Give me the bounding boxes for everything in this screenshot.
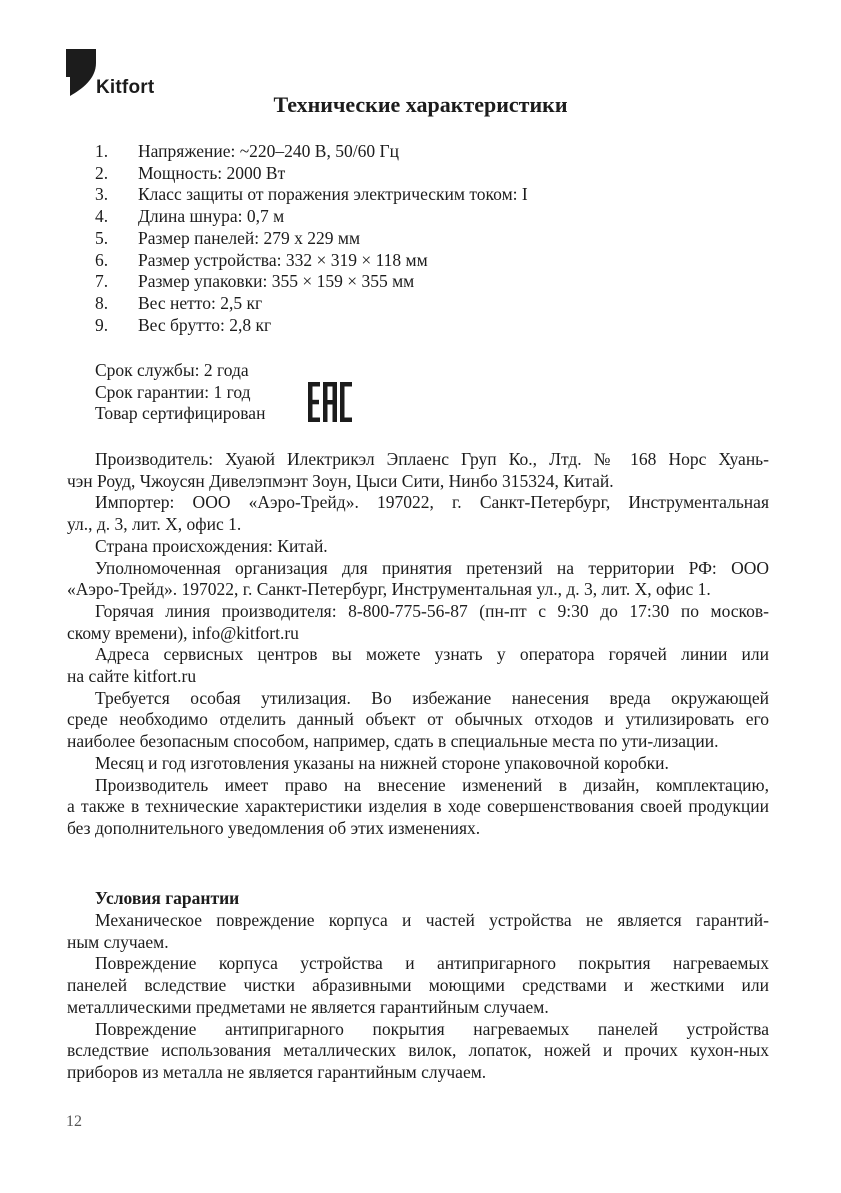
info-paragraph-first-line: Производитель имеет право на внесение изменений в дизайн, комплектацию, xyxy=(95,774,769,795)
warranty-paragraph-first-line: Повреждение корпуса устройства и антипригарного покрытия нагреваемых xyxy=(95,953,769,974)
spec-number: 3. xyxy=(95,184,109,205)
spec-item xyxy=(95,250,528,272)
spec-text: Класс защиты от поражения электрическим током: I xyxy=(138,184,528,205)
info-paragraph-first-line: Адреса сервисных центров вы можете узнать у оператора горячей линии или xyxy=(95,644,769,665)
spec-text: Вес нетто: 2,5 кг xyxy=(138,292,263,313)
info-paragraph-first-line: Производитель: Хуаюй Илектрикэл Эплаенс Груп Ко., Лтд. № 168 Норс Хуань- xyxy=(95,449,769,469)
warranty-paragraphs xyxy=(67,910,769,1084)
info-paragraph xyxy=(67,687,769,753)
warranty-paragraph-continuation: панелей вследствие чистки абразивными моющими средствами и жесткими или металлическими предметами не является гарантийным случаем. xyxy=(67,975,769,1017)
info-paragraph-first-line: Импортер: ООО «Аэро-Трейд». 197022, г. Санкт-Петербург, Инструментальная xyxy=(95,492,769,513)
spec-number: 7. xyxy=(95,271,109,292)
spec-text: Длина шнура: 0,7 м xyxy=(138,206,285,227)
info-paragraph-continuation: среде необходимо отделить данный объект от обычных отходов и утилизировать его наиболее безопасным способом, например, сдать в специальные места по ути-лизации. xyxy=(67,709,769,752)
info-paragraph xyxy=(95,536,769,558)
info-paragraph-first-line: Уполномоченная организация для принятия претензий на территории РФ: ООО xyxy=(95,557,769,578)
brand-name: Kitfort xyxy=(96,77,155,98)
kitfort-logo-icon xyxy=(66,49,96,97)
info-paragraph-continuation: ул., д. 3, лит. Х, офис 1. xyxy=(67,514,242,535)
spec-item xyxy=(95,228,528,250)
warranty-paragraph-first-line: Повреждение антипригарного покрытия нагреваемых панелей устройства xyxy=(95,1018,769,1039)
spec-text: Напряжение: ~220–240 В, 50/60 Гц xyxy=(138,141,399,161)
service-life: Срок службы: 2 года xyxy=(95,360,249,380)
warranty-period: Срок гарантии: 1 год xyxy=(95,381,251,402)
spec-text: Мощность: 2000 Вт xyxy=(138,162,286,183)
warranty-paragraph-continuation: ным случаем. xyxy=(67,931,169,952)
info-paragraph xyxy=(67,600,769,644)
service-info xyxy=(95,360,265,425)
info-paragraph-continuation: на сайте kitfort.ru xyxy=(67,666,197,687)
info-paragraph-continuation: скому времени), info@kitfort.ru xyxy=(67,622,299,643)
info-paragraph xyxy=(67,774,769,840)
info-paragraph-continuation: «Аэро-Трейд». 197022, г. Санкт-Петербург, Инструментальная ул., д. 3, лит. Х, офис 1. xyxy=(67,579,711,600)
spec-text: Размер панелей: 279 х 229 мм xyxy=(138,227,361,248)
page-number: 12 xyxy=(66,1113,82,1130)
info-paragraph-first-line: Требуется особая утилизация. Во избежание нанесения вреда окружающей xyxy=(95,687,769,708)
spec-text: Размер устройства: 332 × 319 × 118 мм xyxy=(138,249,428,270)
spec-item xyxy=(95,206,528,228)
warranty-title: Условия гарантии xyxy=(95,888,240,908)
eac-mark-icon xyxy=(308,382,352,427)
spec-text: Размер упаковки: 355 × 159 × 355 мм xyxy=(138,271,415,292)
info-paragraph-first-line: Горячая линия производителя: 8-800-775-56-87 (пн-пт с 9:30 до 17:30 по москов- xyxy=(95,600,769,621)
info-paragraph xyxy=(67,492,769,535)
info-paragraph xyxy=(67,449,769,492)
warranty-paragraph-first-line: Механическое повреждение корпуса и частей устройства не является гарантий- xyxy=(95,910,769,930)
spec-list xyxy=(95,141,528,336)
warranty-paragraph xyxy=(67,1018,769,1084)
info-paragraph-continuation: чэн Роуд, Чжоусян Дивелэпмэнт Зоун, Цыси Сити, Нинбо 315324, Китай. xyxy=(67,470,614,491)
info-paragraph xyxy=(67,557,769,601)
spec-number: 2. xyxy=(95,162,109,183)
spec-number: 4. xyxy=(95,206,109,227)
spec-number: 6. xyxy=(95,249,109,270)
spec-number: 9. xyxy=(95,314,109,335)
spec-item xyxy=(95,315,528,337)
spec-item xyxy=(95,293,528,315)
info-paragraph-first-line: Месяц и год изготовления указаны на нижней стороне упаковочной коробки. xyxy=(95,752,669,773)
spec-item xyxy=(95,141,528,163)
spec-number: 5. xyxy=(95,227,109,248)
info-paragraph xyxy=(67,644,769,687)
info-paragraph xyxy=(95,753,769,775)
page-title: Технические характеристики xyxy=(273,92,568,117)
certification: Товар сертифицирован xyxy=(95,403,266,424)
spec-number: 8. xyxy=(95,292,109,313)
info-paragraph-first-line: Страна происхождения: Китай. xyxy=(95,535,328,556)
spec-item xyxy=(95,184,528,206)
warranty-paragraph-continuation: вследствие использования металлических вилок, лопаток, ножей и прочих кухон-ных приборов из металла не является гарантийным случаем. xyxy=(67,1040,769,1082)
warranty-paragraph xyxy=(67,953,769,1018)
spec-number: 1. xyxy=(95,141,109,161)
spec-item xyxy=(95,163,528,185)
spec-text: Вес брутто: 2,8 кг xyxy=(138,314,272,335)
info-paragraph-continuation: а также в технические характеристики изделия в ходе совершенствования своей продукции без дополнительного уведомления об этих изменениях. xyxy=(67,796,769,838)
spec-item xyxy=(95,271,528,293)
warranty-paragraph xyxy=(67,910,769,953)
info-paragraphs xyxy=(67,449,769,840)
